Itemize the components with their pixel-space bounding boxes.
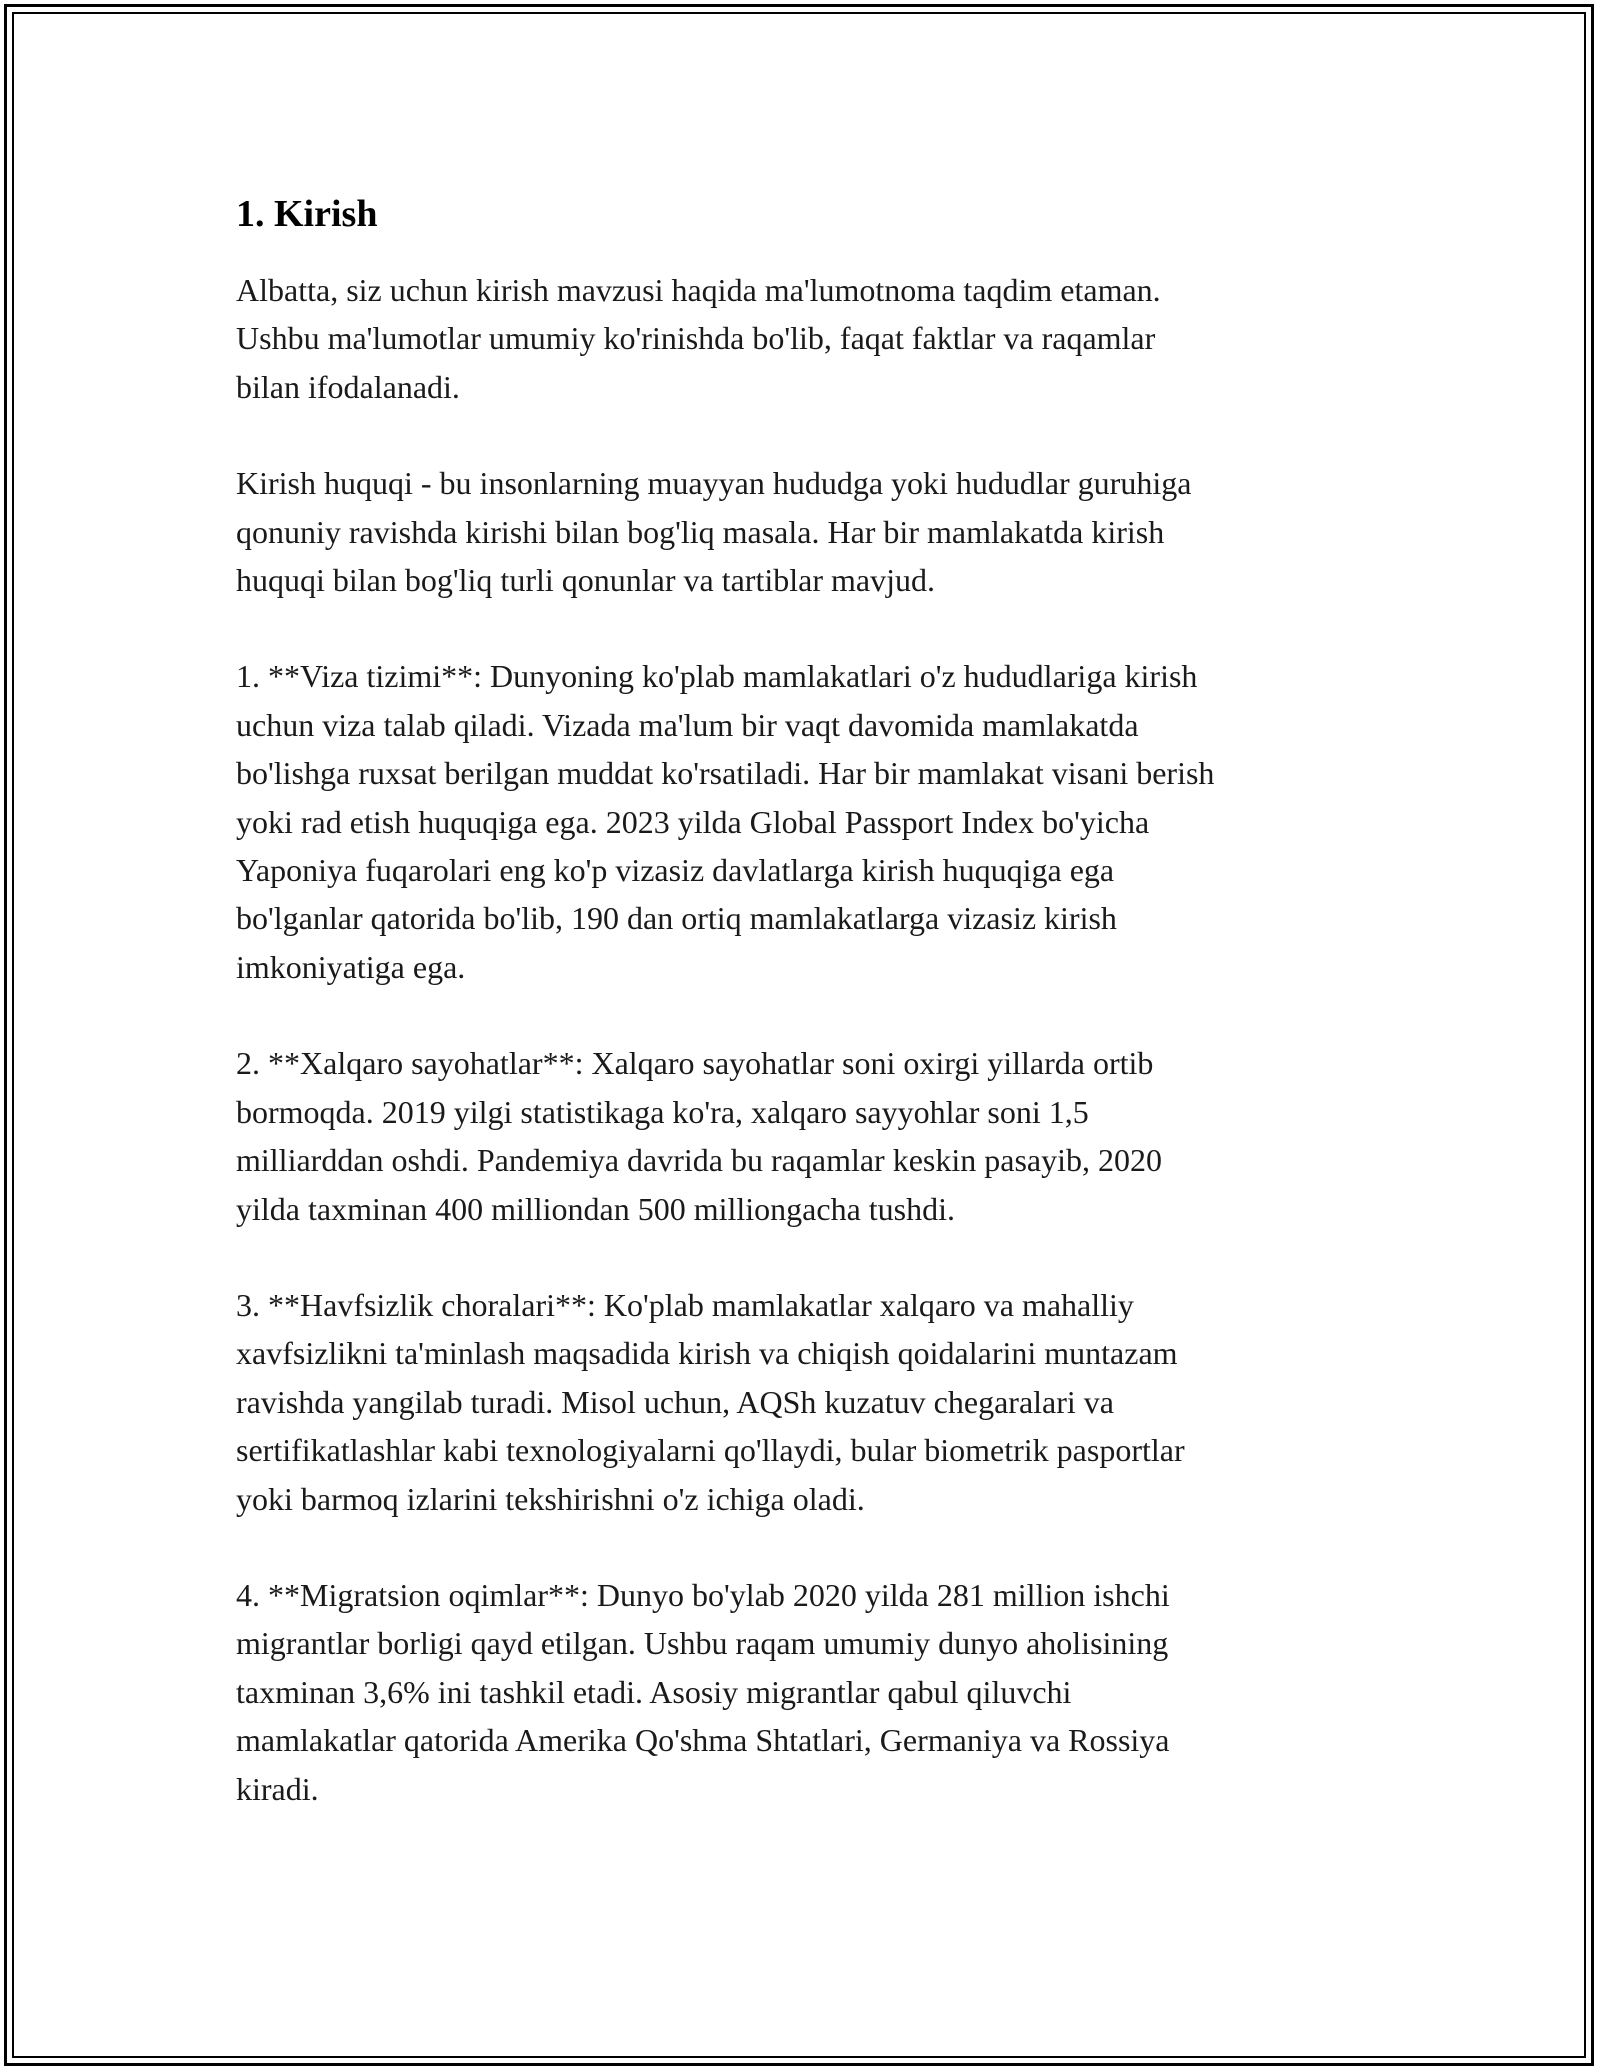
- security-measures-paragraph: 3. **Havfsizlik choralari**: Ko'plab mamlakatlar xalqaro va mahalliy xavfsizlikni ta'minlash maqsadida kirish va chiqish qoidalarini muntazam ravishda yangilab turadi. Misol uchun, AQSh kuzatuv chegaralari va sertifikatlashlar kabi texnologiyalarni qo'llaydi, bular biometrik pasportlar yoki barmoq izlarini tekshirishni o'z ichiga oladi.: [236, 1286, 1185, 1517]
- document-body: [236, 186, 1396, 1813]
- entry-rights-paragraph: Kirish huquqi - bu insonlarning muayyan hududga yoki hududlar guruhiga qonuniy ravishda kirishi bilan bog'liq masala. Har bir mamlakatda kirish huquqi bilan bog'liq turli qonunlar va tartiblar mavjud.: [236, 465, 1192, 599]
- section-heading: 1. Kirish: [236, 193, 378, 235]
- migration-flows-paragraph: 4. **Migratsion oqimlar**: Dunyo bo'ylab 2020 yilda 281 million ishchi migrantlar borligi qayd etilgan. Ushbu raqam umumiy dunyo aholisining taxminan 3,6% ini tashkil etadi. Asosiy migrantlar qabul qiluvchi mamlakatlar qatorida Amerika Qo'shma Shtatlari, Germaniya va Rossiya kiradi.: [236, 1576, 1170, 1807]
- visa-system-paragraph: 1. **Viza tizimi**: Dunyoning ko'plab mamlakatlari o'z hududlariga kirish uchun viza talab qiladi. Vizada ma'lum bir vaqt davomida mamlakatda bo'lishga ruxsat berilgan muddat ko'rsatiladi. Har bir mamlakat visani berish yoki rad etish huquqiga ega. 2023 yilda Global Passport Index bo'yicha Yaponiya fuqarolari eng ko'p vizasiz davlatlarga kirish huquqiga ega bo'lganlar qatorida bo'lib, 190 dan ortiq mamlakatlarga vizasiz kirish imkoniyatiga ega.: [236, 658, 1215, 985]
- intro-paragraph: Albatta, siz uchun kirish mavzusi haqida ma'lumotnoma taqdim etaman. Ushbu ma'lumotlar umumiy ko'rinishda bo'lib, faqat faktlar va raqamlar bilan ifodalanadi.: [236, 272, 1161, 405]
- international-travel-paragraph: 2. **Xalqaro sayohatlar**: Xalqaro sayohatlar soni oxirgi yillarda ortib bormoqda. 2019 yilgi statistikaga ko'ra, xalqaro sayyohlar soni 1,5 milliarddan oshdi. Pandemiya davrida bu raqamlar keskin pasayib, 2020 yilda taxminan 400 milliondan 500 milliongacha tushdi.: [236, 1045, 1162, 1227]
